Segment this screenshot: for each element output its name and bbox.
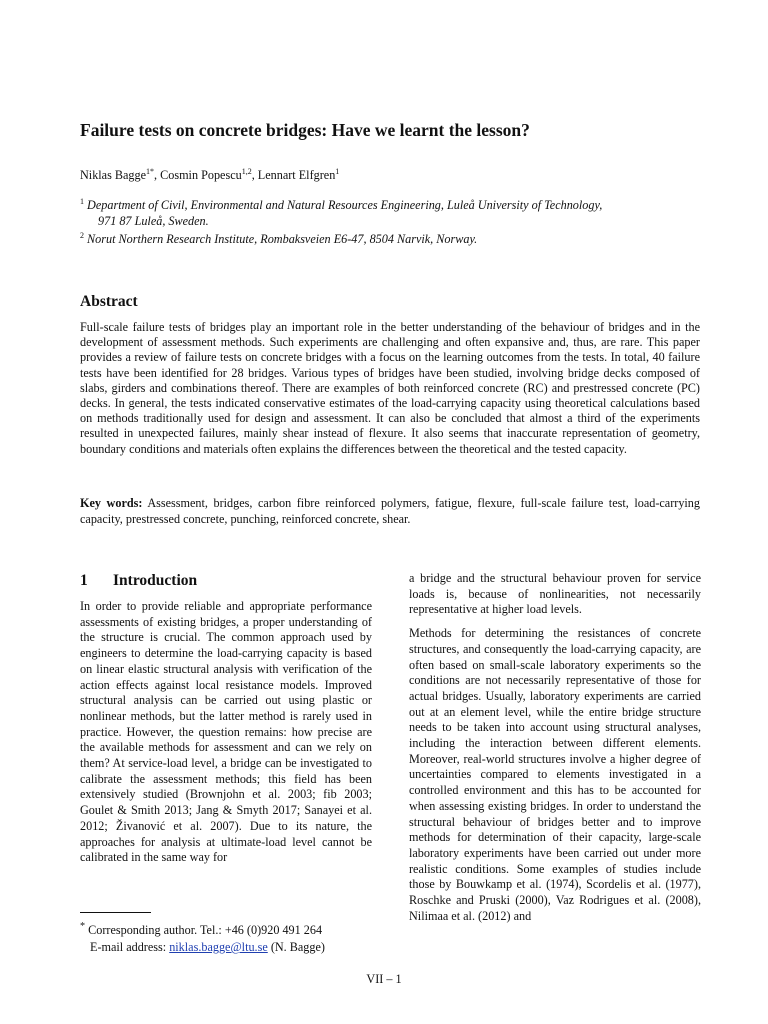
email-label: E-mail address:	[90, 940, 170, 955]
keywords	[80, 496, 700, 527]
paper-title: Failure tests on concrete bridges: Have we learnt the lesson?	[80, 120, 530, 140]
abstract-text: Full-scale failure tests of bridges play an important role in the better understanding of the behaviour of bridges and in the development of assessment methods. Such experiments are challenging and often expansive and, thus, are rare. This paper provides a review of failure tests on concrete bridges with a focus on the learning outcomes from the tests. In total, 40 failure tests have been identified for 28 bridges. Various types of bridges have been studied, involving bridge decks composed of slabs, girders and combinations thereof. There are examples of both reinforced concrete (RC) and prestressed concrete (PC) decks. In general, the tests indicated conservative estimates of the load-carrying capacity using theoretical calculations based on methods traditionally used for design and assessment. It can also be concluded that almost a third of the experiments resulted in unexpected failures, mainly shear instead of flexure. It also seems that inaccurate representation of geometry, boundary conditions and materials often explains the differences between the theoretical and the tested capacity.	[80, 320, 700, 456]
footnote-email-line	[80, 939, 325, 956]
affiliation-text: Norut Northern Research Institute, Rombaksveien E6-47, 8504 Narvik, Norway.	[87, 232, 478, 246]
author-name: Cosmin Popescu	[160, 168, 242, 182]
author-affiliation-marker: 1*	[146, 166, 155, 176]
abstract-heading: Abstract	[80, 293, 138, 310]
affiliation-number: 2	[80, 230, 84, 240]
author-list	[80, 167, 339, 183]
affiliation-text-continued: 971 87 Luleå, Sweden.	[98, 214, 209, 228]
affiliation-number: 1	[80, 196, 84, 206]
body-paragraph: Methods for determining the resistances of concrete structures, and consequently the load-carrying capacity, are often based on small-scale laboratory experiments so the conditions are not necessarily representative of those for actual bridges. Usually, laboratory experiments are carried out at an element level, while the entire bridge structure needs to be taken into account using structural analyses, including the interaction between different elements. Moreover, real-world structures involve a higher degree of uncertainties compared to elements investigated in a controlled environment and this has to be accounted for when assessing existing bridges. In order to understand the structural behaviour of bridges better and to improve methods for determination of their capacity, large-scale laboratory experiments have been carried out under more realistic conditions. Some examples of studies include those by Bouwkamp et al. (1974), Scordelis et al. (1977), Roschke and Pruski (2000), Vaz Rodrigues et al. (2008), Nilimaa et al. (2012) and	[409, 626, 701, 923]
author-name: Lennart Elfgren	[257, 168, 336, 182]
section-title: Introduction	[113, 572, 198, 589]
author-affiliation-marker: 1	[335, 166, 340, 176]
footnote-marker: *	[80, 921, 86, 932]
footnote	[80, 918, 325, 956]
body-paragraph: In order to provide reliable and appropriate performance assessments of existing bridges, a proper understanding of the structure is crucial. The common approach used by engineers to determine the load-carrying capacity is based on linear elastic structural analysis with verification of the action effects against local resistance models. Improved structural analysis can be carried out using plastic or nonlinear methods, but the latter method is rarely used in practice. However, the question remains: how precise are the available methods for assessment and can we rely on them? At service-load level, a bridge can be investigated to calibrate the assessment methods; this field has been extensively studied (Brownjohn et al. 2003; fib 2003; Goulet & Smith 2013; Jang & Smyth 2017; Sanayei et al. 2012; Živanović et al. 2007). Due to its nature, the approaches for analysis at ultimate-load level cannot be calibrated in the same way for	[80, 599, 372, 865]
left-column	[80, 599, 372, 874]
section-number: 1	[80, 572, 88, 589]
author-separator: ,	[251, 168, 258, 182]
footnote-line	[80, 918, 325, 939]
affiliation-1	[80, 197, 700, 229]
page-number: VII – 1	[366, 972, 402, 986]
affiliation-2	[80, 231, 700, 247]
author-separator: ,	[154, 168, 161, 182]
footnote-text: Corresponding author. Tel.: +46 (0)920 491 264	[85, 923, 323, 938]
keywords-text: Assessment, bridges, carbon fibre reinforced polymers, fatigue, flexure, full-scale failure test, load-carrying capacity, prestressed concrete, punching, reinforced concrete, shear.	[80, 496, 700, 526]
footnote-divider	[80, 912, 151, 913]
right-column	[409, 571, 701, 932]
author-name: Niklas Bagge	[80, 168, 147, 182]
keywords-label: Key words:	[80, 496, 143, 510]
email-suffix: (N. Bagge)	[267, 940, 325, 955]
email-link[interactable]: niklas.bagge@ltu.se	[169, 940, 268, 955]
author-affiliation-marker: 1,2	[241, 166, 252, 176]
affiliation-text: Department of Civil, Environmental and Natural Resources Engineering, Luleå University of Technology,	[87, 198, 603, 212]
body-paragraph: a bridge and the structural behaviour proven for service loads is, because of nonlinearities, not necessarily representative at higher load levels.	[409, 571, 701, 617]
section-heading-introduction	[80, 572, 197, 590]
